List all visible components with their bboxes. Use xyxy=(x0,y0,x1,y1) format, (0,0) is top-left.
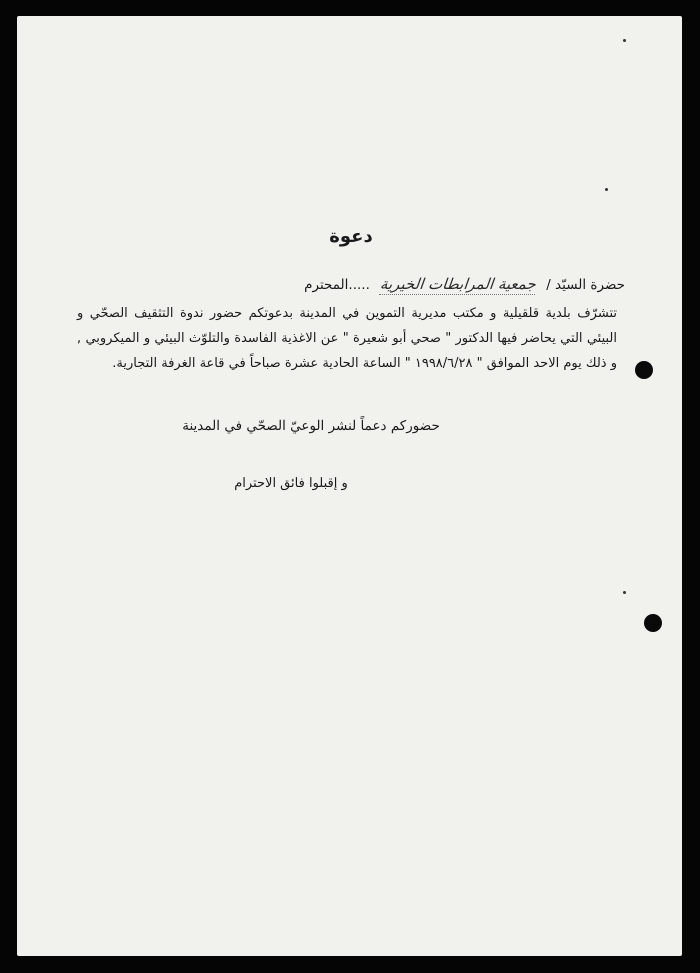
salutation-prefix: حضرة السيّد / xyxy=(546,277,625,293)
invitation-letter xyxy=(77,216,625,491)
recipient-handwritten-name: جمعية المرابطات الخيرية xyxy=(379,275,537,293)
punch-hole-lower xyxy=(644,614,662,632)
closing-line: حضوركم دعماً لنشر الوعيّ الصحّي في المدينة xyxy=(182,418,440,434)
paper-sheet xyxy=(17,16,682,956)
body-paragraph: تتشرّف بلدية قلقيلية و مكتب مديرية التموين في المدينة بدعوتكم حضور ندوة التثقيف الصحّي و البيئي التي يحاضر فيها الدكتور " صحي أبو شعيرة " عن الاغذية الفاسدة والتلوّث البيئي و الميكروبي , و ذلك يوم الاحد الموافق " ١٩٩٨/٦/٢٨ " الساعة الحادية عشرة صباحاً في قاعة الغرفة التجارية. xyxy=(77,306,617,371)
punch-hole-upper xyxy=(635,361,653,379)
salutation-suffix: .....المحترم xyxy=(304,277,370,293)
dust-speck xyxy=(605,188,608,191)
letter-title: دعوة xyxy=(329,226,373,247)
regards-line: و إقبلوا فائق الاحترام xyxy=(234,476,348,491)
letter-body xyxy=(77,301,617,376)
dust-speck xyxy=(623,591,626,594)
dust-speck xyxy=(623,39,626,42)
salutation-line xyxy=(77,275,625,295)
